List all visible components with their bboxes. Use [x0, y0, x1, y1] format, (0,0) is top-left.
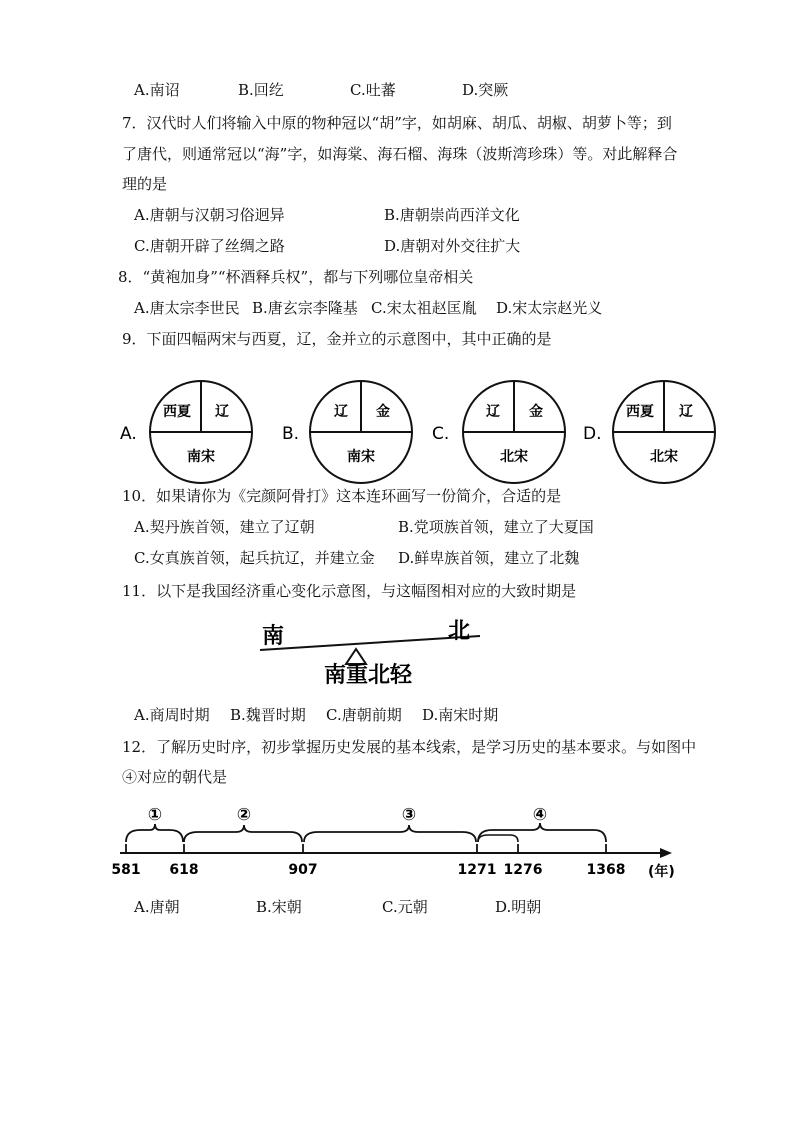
q12-brace-1 [126, 824, 183, 842]
q8-option-c: C.宋太祖赵匡胤 [371, 299, 477, 317]
q11-option-a: A.商周时期 [134, 706, 210, 724]
q10-stem: 10．如果请你为《完颜阿骨打》这本连环画写一份简介，合适的是 [122, 487, 562, 505]
q9-diagram-b [282, 381, 412, 483]
q12-option-d: D.明朝 [495, 898, 542, 916]
q8-option-d: D.宋太宗赵光义 [496, 299, 603, 317]
q7-option-a: A.唐朝与汉朝习俗迥异 [134, 206, 285, 224]
q12-brace-4 [478, 823, 606, 842]
q11-lever-bar [260, 636, 480, 650]
q11-stem: 11．以下是我国经济重心变化示意图，与这幅图相对应的大致时期是 [122, 582, 577, 600]
q12-year-1271: 1271 [457, 862, 497, 878]
q9-stem: 9．下面四幅两宋与西夏，辽，金并立的示意图中，其中正确的是 [122, 330, 552, 348]
q9-diagram-b-letter: B. [282, 424, 300, 444]
q10-option-a: A.契丹族首领，建立了辽朝 [134, 518, 315, 536]
q11-diagram-left: 南 [262, 624, 285, 649]
q9-diagrams [0, 375, 793, 495]
q12-marker-3: ③ [401, 805, 417, 825]
q12-brace-3 [304, 825, 476, 842]
q11-diagram [0, 612, 793, 692]
q11-diagram-caption: 南重北轻 [324, 663, 413, 688]
q9-diagram-d [583, 381, 715, 483]
q12-unit: (年) [648, 864, 675, 880]
q9-diagram-a-letter: A. [120, 424, 137, 444]
q7-option-c: C.唐朝开辟了丝绸之路 [134, 237, 285, 255]
q12-option-a: A.唐朝 [134, 898, 180, 916]
q12-option-b: B.宋朝 [256, 898, 302, 916]
q9-diagram-d-top-left: 西夏 [626, 404, 654, 420]
q11-option-b: B.魏晋时期 [230, 706, 306, 724]
q9-diagram-c-top-right: 金 [529, 404, 543, 420]
q12-timeline [0, 800, 793, 890]
q10-option-d: D.鲜卑族首领，建立了北魏 [398, 549, 580, 567]
q12-year-1276: 1276 [503, 862, 543, 878]
q9-diagram-b-top-left: 辽 [334, 404, 348, 420]
q8-option-a: A.唐太宗李世民 [134, 299, 240, 317]
q7-option-b: B.唐朝崇尚西洋文化 [384, 206, 520, 224]
q11-fulcrum [346, 649, 366, 664]
q9-diagram-c [432, 381, 565, 483]
q12-option-c: C.元朝 [382, 898, 428, 916]
q12-year-618: 618 [169, 862, 199, 878]
q9-diagram-a-top-left: 西夏 [163, 404, 191, 420]
q6-option-a: A.南诏 [134, 81, 180, 99]
q11-option-c: C.唐朝前期 [326, 706, 402, 724]
q12-year-1368: 1368 [586, 862, 626, 878]
q6-option-b: B.回纥 [238, 81, 284, 99]
q9-diagram-d-letter: D. [583, 424, 602, 444]
q9-diagram-a [120, 381, 252, 483]
q7-stem-line3: 理的是 [122, 175, 168, 193]
q10-option-c: C.女真族首领，起兵抗辽，并建立金 [134, 549, 375, 567]
q7-stem-line1: 7．汉代时人们将输入中原的物种冠以“胡”字，如胡麻、胡瓜、胡椒、胡萝卜等；到 [122, 114, 672, 132]
q8-stem: 8．“黄袍加身”“杯酒释兵权”，都与下列哪位皇帝相关 [118, 268, 474, 286]
q10-option-b: B.党项族首领，建立了大夏国 [398, 518, 594, 536]
q9-diagram-b-top-right: 金 [376, 404, 390, 420]
q9-diagram-a-top-right: 辽 [215, 404, 229, 420]
q9-diagram-d-bottom: 北宋 [650, 449, 678, 465]
q12-year-581: 581 [111, 862, 141, 878]
q12-marker-4: ④ [532, 805, 548, 825]
q11-diagram-right: 北 [448, 619, 471, 644]
q12-brace-inner [478, 835, 518, 842]
q12-axis-arrow [660, 848, 672, 858]
q9-diagram-c-top-left: 辽 [486, 404, 500, 420]
q12-marker-2: ② [236, 805, 252, 825]
q9-diagram-b-bottom: 南宋 [347, 449, 375, 465]
q9-diagram-c-letter: C. [432, 424, 450, 444]
q6-option-d: D.突厥 [462, 81, 509, 99]
q12-brace-2 [184, 825, 302, 842]
q12-stem-line2: ④对应的朝代是 [122, 768, 228, 786]
q12-stem-line1: 12．了解历史时序，初步掌握历史发展的基本线索，是学习历史的基本要求。与如图中 [122, 738, 697, 756]
q9-diagram-a-bottom: 南宋 [187, 449, 215, 465]
q12-year-907: 907 [288, 862, 318, 878]
q7-option-d: D.唐朝对外交往扩大 [384, 237, 521, 255]
q6-option-c: C.吐蕃 [350, 81, 396, 99]
q12-marker-1: ① [147, 805, 163, 825]
q7-stem-line2: 了唐代，则通常冠以“海”字，如海棠、海石榴、海珠（波斯湾珍珠）等。对此解释合 [122, 145, 678, 163]
q9-diagram-d-top-right: 辽 [679, 404, 693, 420]
q9-diagram-c-bottom: 北宋 [500, 449, 528, 465]
q11-option-d: D.南宋时期 [422, 706, 499, 724]
q8-option-b: B.唐玄宗李隆基 [252, 299, 358, 317]
